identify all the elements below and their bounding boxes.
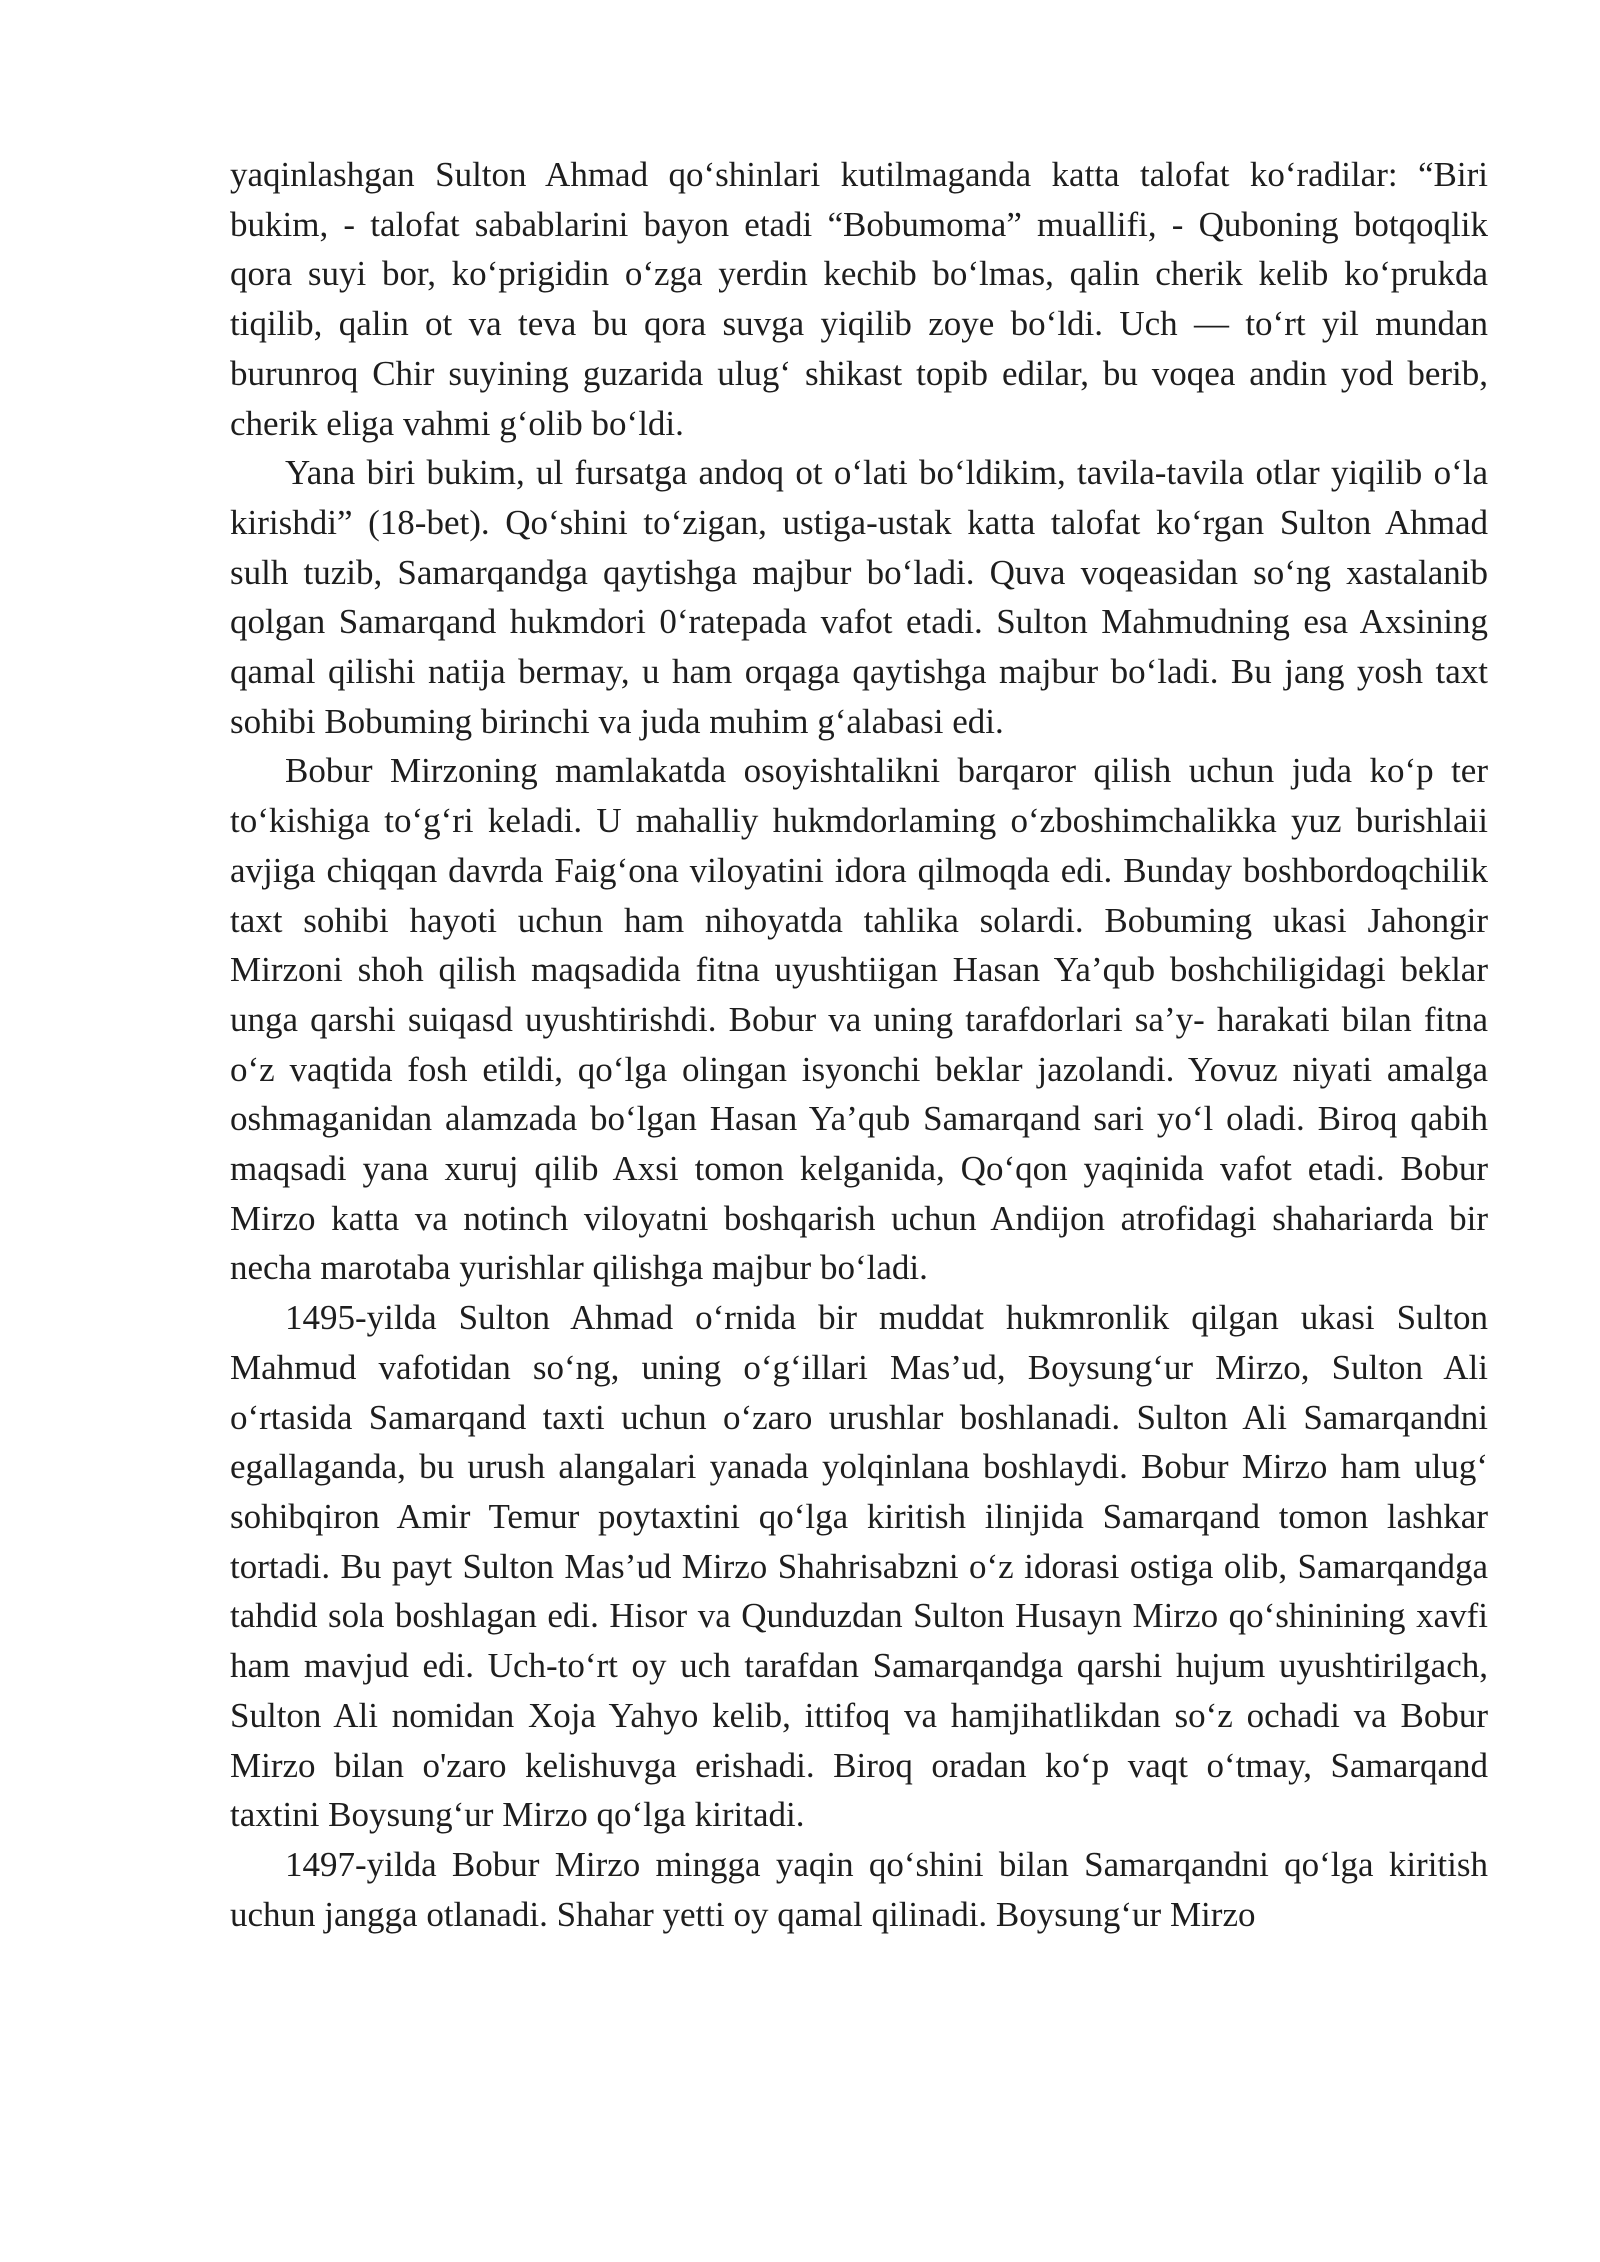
paragraph-4: 1495-yilda Sulton Ahmad o‘rnida bir muddat hukmronlik qilgan ukasi Sulton Mahmud vafotidan so‘ng, uning o‘g‘illari Mas’ud, Boysung‘ur Mirzo, Sulton Ali o‘rtasida Samarqand taxti uchun o‘zaro urushlar boshlanadi. Sulton Ali Samarqandni egallaganda, bu urush alangalari yanada yolqinlana boshlaydi. Bobur Mirzo ham ulug‘ sohibqiron Amir Temur poytaxtini qo‘lga kiritish ilinjida Samarqand tomon lashkar tortadi. Bu payt Sulton Mas’ud Mirzo Shahrisabzni o‘z idorasi ostiga olib, Samarqandga tahdid sola boshlagan edi. Hisor va Qunduzdan Sulton Husayn Mirzo qo‘shinining xavfi ham mavjud edi. Uch-to‘rt oy uch tarafdan Samarqandga qarshi hujum uyushtirilgach, Sulton Ali nomidan Xoja Yahyo kelib, ittifoq va hamjihatlikdan so‘z ochadi va Bobur Mirzo bilan o'zaro kelishuvga erishadi. Biroq oradan ko‘p vaqt o‘tmay, Samarqand taxtini Boysung‘ur Mirzo qo‘lga kiritadi. — [230, 1298, 1488, 1835]
paragraph-3: Bobur Mirzoning mamlakatda osoyishtalikni barqaror qilish uchun juda ko‘p ter to‘kishiga to‘g‘ri keladi. U mahalliy hukmdorlaming o‘zboshimchalikka yuz burishlaii avjiga chiqqan davrda Faig‘ona viloyatini idora qilmoqda edi. Bunday boshbordoqchilik taxt sohibi hayoti uchun ham nihoyatda tahlika solardi. Bobuming ukasi Jahongir Mirzoni shoh qilish maqsadida fitna uyushtiigan Hasan Ya’qub boshchiligidagi beklar unga qarshi suiqasd uyushtirishdi. Bobur va uning tarafdorlari sa’y- harakati bilan fitna o‘z vaqtida fosh etildi, qo‘lga olingan isyonchi beklar jazolandi. Yovuz niyati amalga oshmaganidan alamzada bo‘lgan Hasan Ya’qub Samarqand sari yo‘l oladi. Biroq qabih maqsadi yana xuruj qilib Axsi tomon kelganida, Qo‘qon yaqinida vafot etadi. Bobur Mirzo katta va notinch viloyatni boshqarish uchun Andijon atrofidagi shahariarda bir necha marotaba yurishlar qilishga majbur bo‘ladi. — [230, 751, 1488, 1288]
paragraph-5: 1497-yilda Bobur Mirzo mingga yaqin qo‘shini bilan Samarqandni qo‘lga kiritish uchun jangga otlanadi. Shahar yetti oy qamal qilinadi. Boysung‘ur Mirzo — [230, 1844, 1488, 1934]
document-page — [230, 150, 1488, 1939]
paragraph-2: Yana biri bukim, ul fursatga andoq ot o‘lati bo‘ldikim, tavila-tavila otlar yiqilib o‘la kirishdi” (18-bet). Qo‘shini to‘zigan, ustiga-ustak katta talofat ko‘rgan Sulton Ahmad sulh tuzib, Samarqandga qaytishga majbur bo‘ladi. Quva voqeasidan so‘ng xastalanib qolgan Samarqand hukmdori 0‘ratepada vafot etadi. Sulton Mahmudning esa Axsining qamal qilishi natija bermay, u ham orqaga qaytishga majbur bo‘ladi. Bu jang yosh taxt sohibi Bobuming birinchi va juda muhim g‘alabasi edi. — [230, 453, 1488, 741]
paragraph-1: yaqinlashgan Sulton Ahmad qo‘shinlari kutilmaganda katta talofat ko‘radilar: “Biri bukim, - talofat sabablarini bayon etadi “Bobumoma” muallifi, - Quboning botqoqlik qora suyi bor, ko‘prigidin o‘zga yerdin kechib bo‘lmas, qalin cherik kelib ko‘prukda tiqilib, qalin ot va teva bu qora suvga yiqilib zoye bo‘ldi. Uch — to‘rt yil mundan burunroq Chir suyining guzarida ulug‘ shikast topib edilar, bu voqea andin yod berib, cherik eliga vahmi g‘olib bo‘ldi. — [230, 155, 1488, 443]
